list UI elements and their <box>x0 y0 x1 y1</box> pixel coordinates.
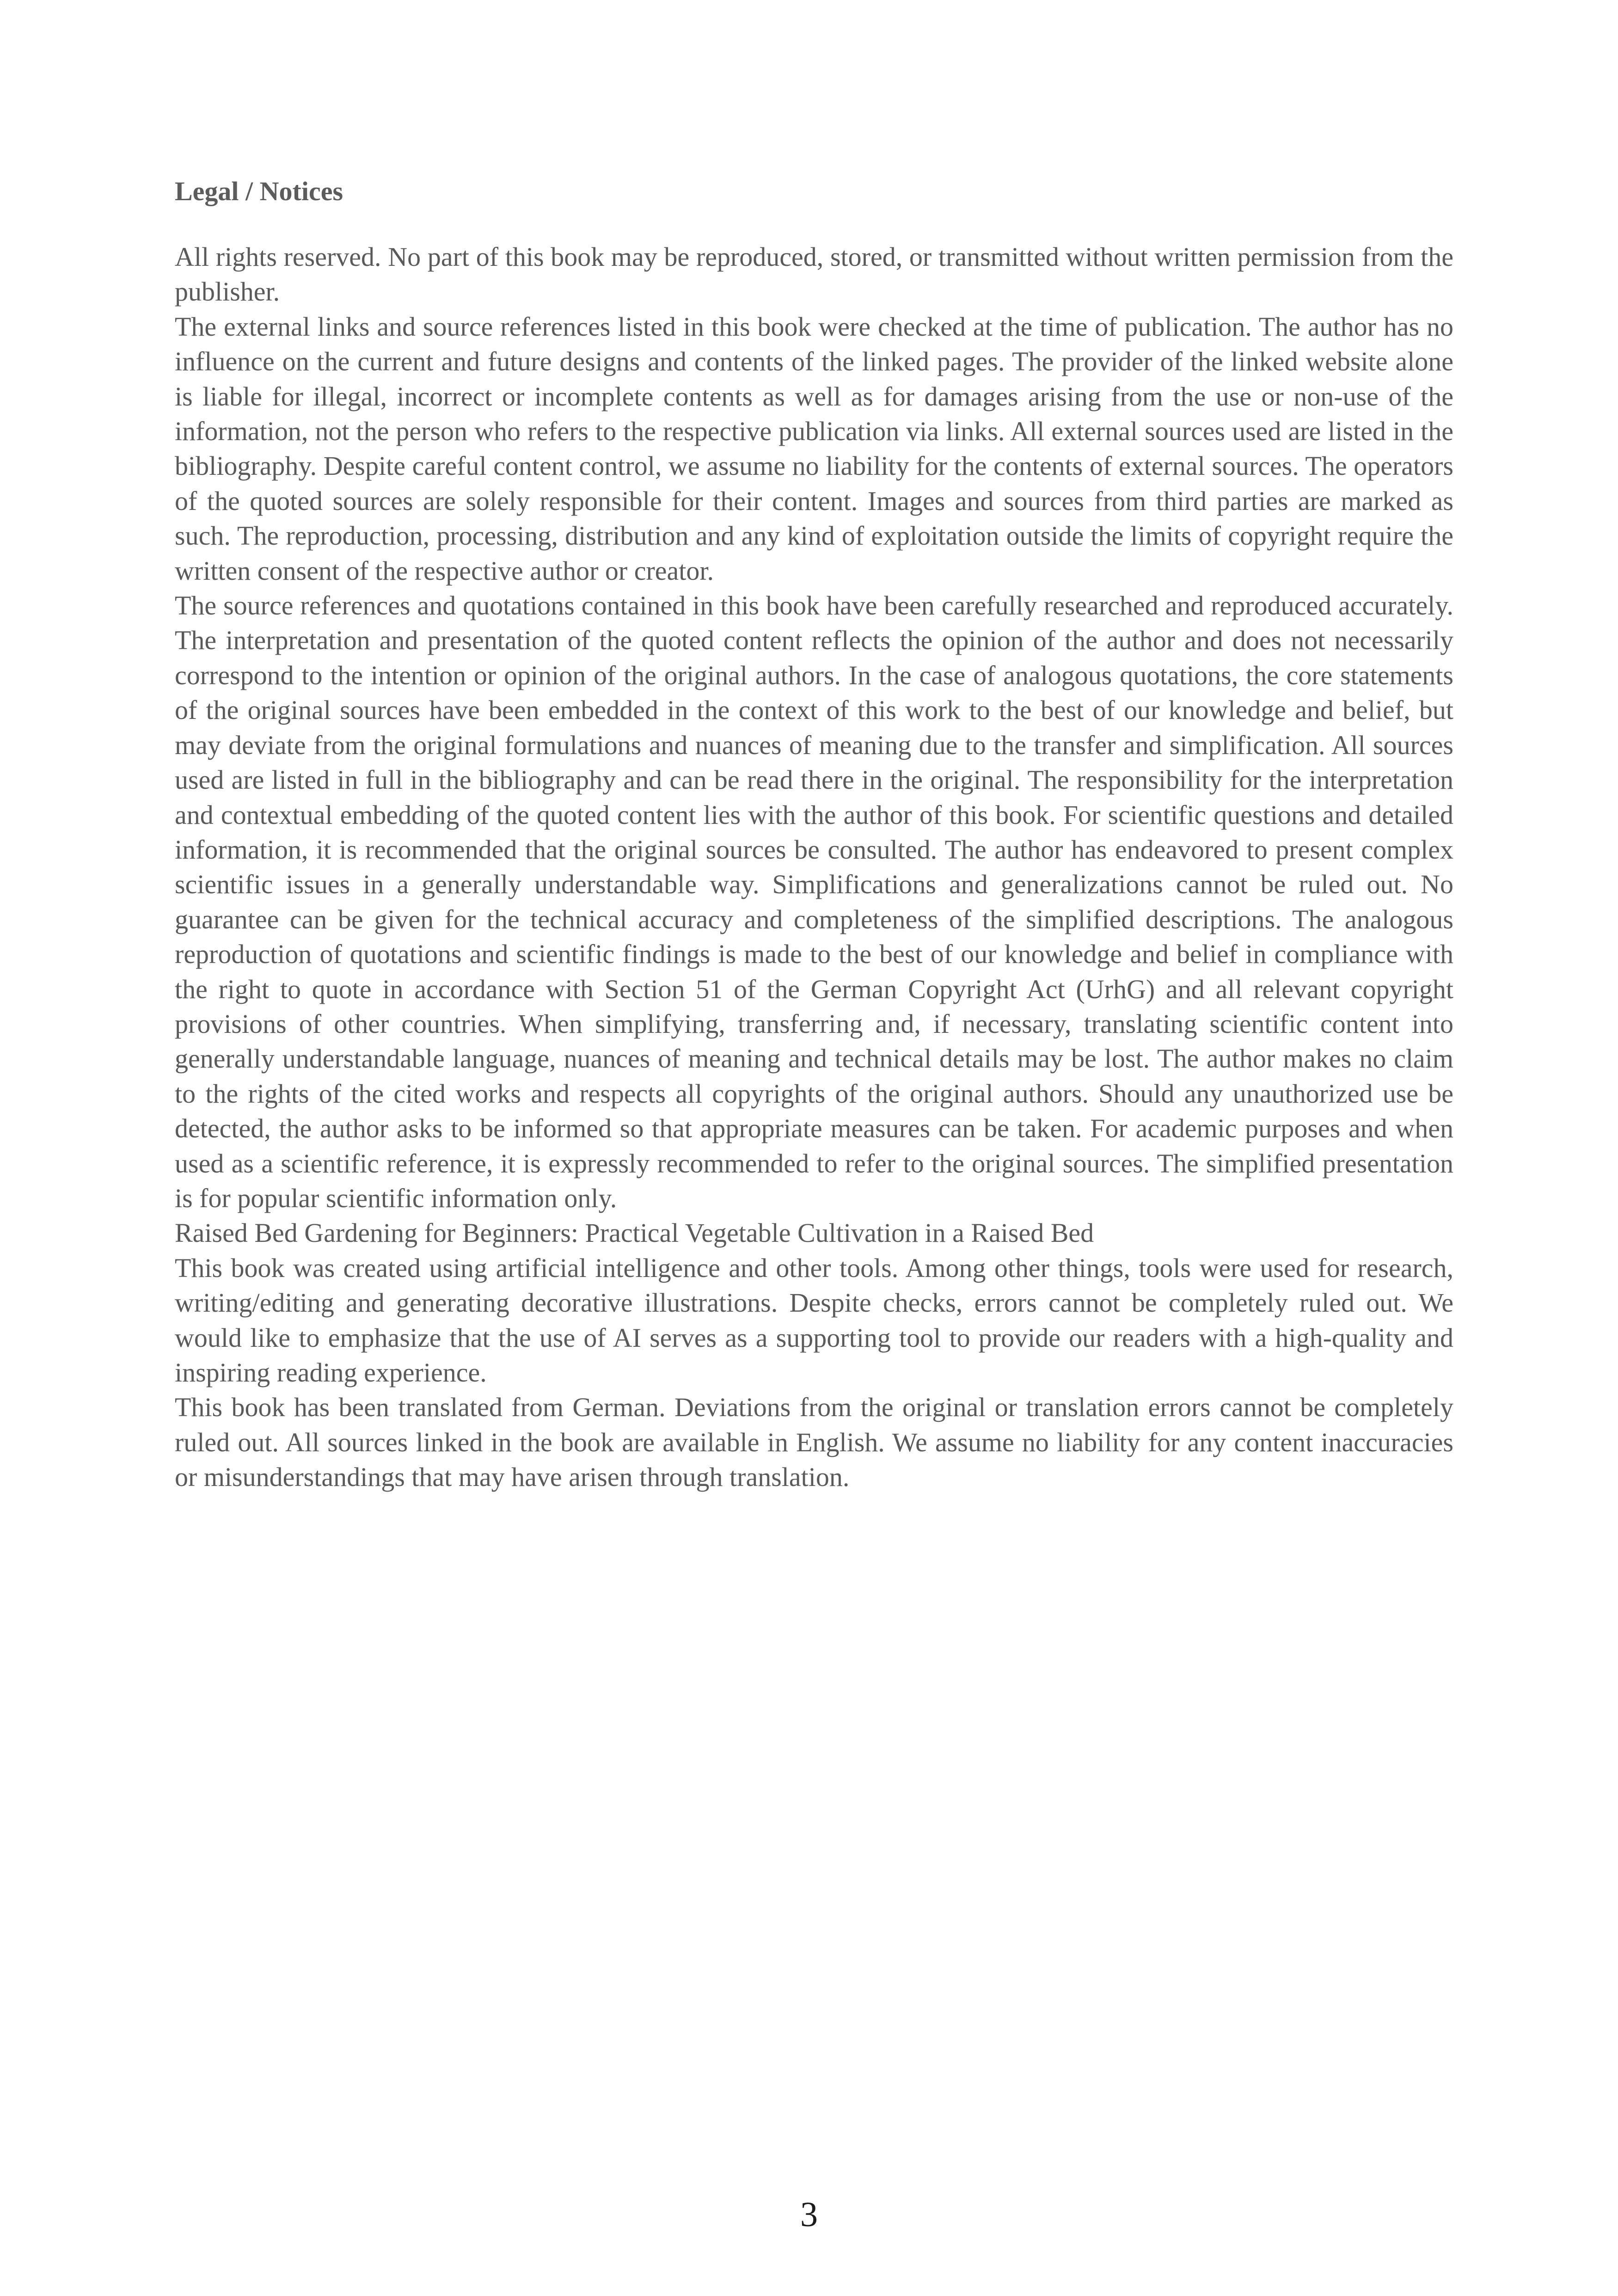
paragraph-source-references: The source references and quotations contained in this book have been carefully researched and reproduced accurately. The interpretation and presentation of the quoted content reflects the opinion of the author and does not necessarily correspond to the intention or opinion of the original authors. In the case of analogous quotations, the core statements of the original sources have been embedded in the context of this work to the best of our knowledge and belief, but may deviate from the original formulations and nuances of meaning due to the transfer and simplification. All sources used are listed in full in the bibliography and can be read there in the original. The responsibility for the interpretation and contextual embedding of the quoted content lies with the author of this book. For scientific questions and detailed information, it is recommended that the original sources be consulted. The author has endeavored to present complex scientific issues in a generally understandable way. Simplifications and generalizations cannot be ruled out. No guarantee can be given for the technical accuracy and completeness of the simplified descriptions. The analogous reproduction of quotations and scientific findings is made to the best of our knowledge and belief in compliance with the right to quote in accordance with Section 51 of the German Copyright Act (UrhG) and all relevant copyright provisions of other countries. When simplifying, transferring and, if necessary, translating scientific content into generally understandable language, nuances of meaning and technical details may be lost. The author makes no claim to the rights of the cited works and respects all copyrights of the original authors. Should any unauthorized use be detected, the author asks to be informed so that appropriate measures can be taken. For academic purposes and when used as a scientific reference, it is expressly recommended to refer to the original sources. The simplified presentation is for popular scientific information only. <box>175 590 1453 1213</box>
paragraph-external-links: The external links and source references listed in this book were checked at the time of publication. The author has no influence on the current and future designs and contents of the linked pages. The provider of the linked website alone is liable for illegal, incorrect or incomplete contents as well as for damages arising from the use or non-use of the information, not the person who refers to the respective publication via links. All external sources used are listed in the bibliography. Despite careful content control, we assume no liability for the contents of external sources. The operators of the quoted sources are solely responsible for their content. Images and sources from third parties are marked as such. The reproduction, processing, distribution and any kind of exploitation outside the limits of copyright require the written consent of the respective author or creator. <box>175 311 1453 586</box>
page-heading: Legal / Notices <box>175 176 343 206</box>
paragraph-ai-notice: This book was created using artificial intelligence and other tools. Among other things, tools were used for research, writing/editing and generating decorative illustrations. Despite checks, errors cannot be completely ruled out. We would like to emphasize that the use of AI serves as a supporting tool to provide our readers with a high-quality and inspiring reading experience. <box>175 1252 1453 1387</box>
paragraph-book-title: Raised Bed Gardening for Beginners: Practical Vegetable Cultivation in a Raised Bed <box>175 1218 1094 1248</box>
page-content <box>175 170 1453 1495</box>
page-number: 3 <box>800 2195 818 2234</box>
paragraph-rights: All rights reserved. No part of this book may be reproduced, stored, or transmitted without written permission from the publisher. <box>175 242 1453 307</box>
paragraph-translation-notice: This book has been translated from German. Deviations from the original or translation errors cannot be completely ruled out. All sources linked in the book are available in English. We assume no liability for any content inaccuracies or misunderstandings that may have arisen through translation. <box>175 1392 1453 1492</box>
